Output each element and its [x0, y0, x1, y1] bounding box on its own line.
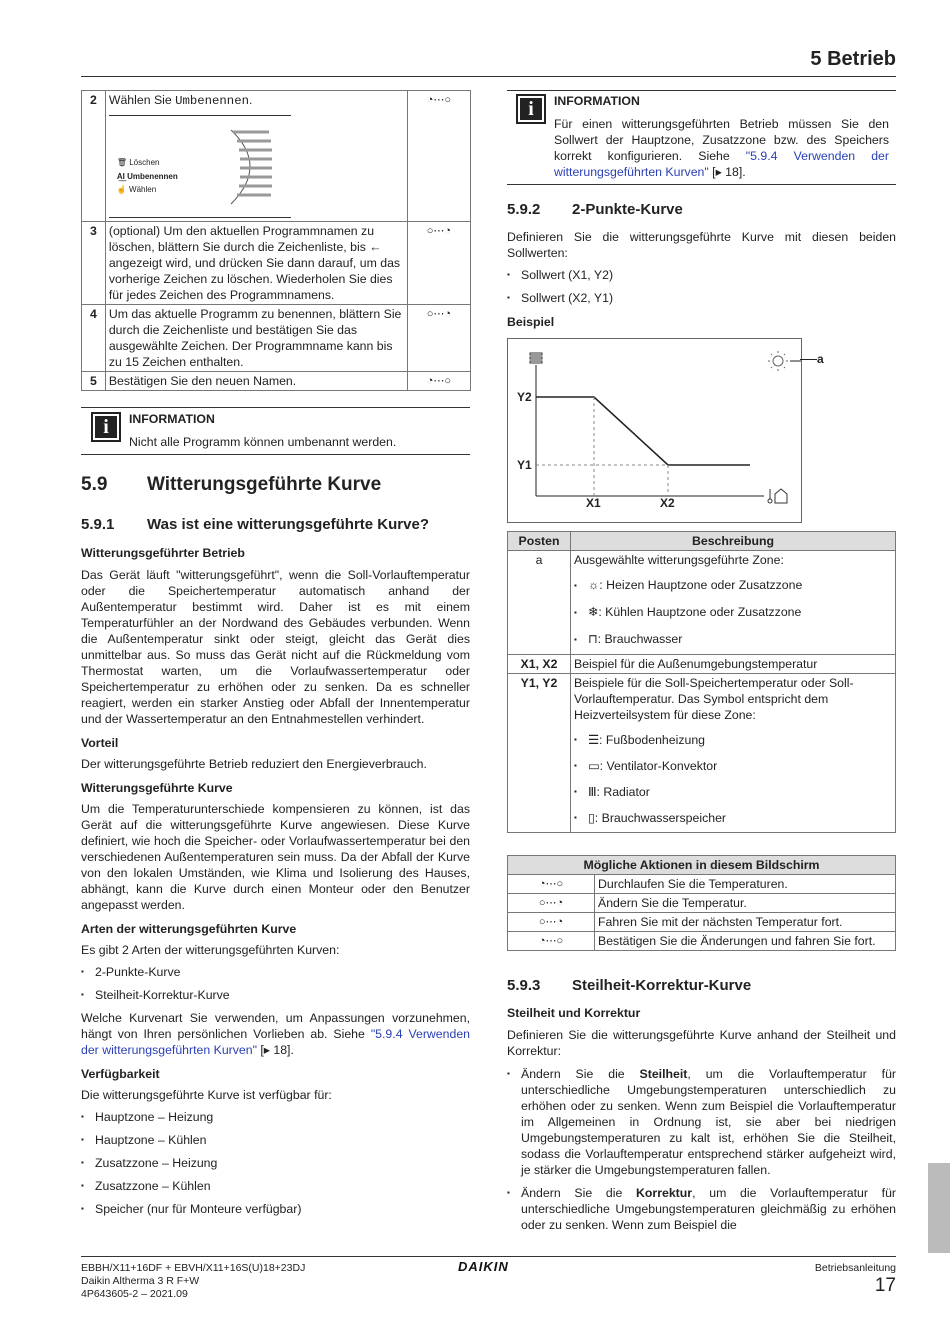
radiator-icon: Ⅲ — [588, 785, 597, 799]
list-item: ▪ Ändern Sie die Korrektur, um die Vorlauftemperatur für unterschiedliche Umgebungstemperaturen gleichmäßig zu erhöhen oder zu senken. Wenn zum Beispiel die — [507, 1185, 896, 1233]
brand-logo: DAIKIN — [458, 1259, 509, 1274]
table-row — [508, 913, 896, 932]
menu-screen — [109, 115, 291, 218]
knob-action-icon: ○⋯◔ — [508, 913, 595, 932]
section-title: Witterungsgeführte Kurve — [147, 474, 382, 495]
step-number: 4 — [82, 305, 106, 372]
curve-diagram — [507, 338, 802, 523]
list-item: ▪ 2-Punkte-Kurve — [81, 964, 470, 980]
list-item: ▪ Steilheit-Korrektur-Kurve — [81, 987, 470, 1003]
bullet-list — [81, 964, 470, 1003]
snowflake-icon: ❄ — [588, 605, 599, 619]
subsection-number: 5.9.2 — [507, 201, 541, 218]
heading: Verfügbarkeit — [81, 1067, 160, 1081]
action-text: Durchlaufen Sie die Temperaturen. — [595, 875, 896, 894]
tank-icon: ▯ — [588, 811, 595, 825]
knob-action-icon: ◔⋯○ — [508, 932, 595, 951]
list-item: ▪ Ⅲ: Radiator — [574, 779, 892, 805]
list-item: ▪ Zusatzzone – Heizung — [81, 1155, 470, 1171]
knob-action-icon: ○⋯◔ — [508, 894, 595, 913]
press-knob-icon: ◔⋯○ — [407, 91, 470, 222]
heading: Witterungsgeführte Kurve — [81, 781, 233, 795]
y2-label: Y2 — [517, 390, 532, 404]
footer-doc-number: 4P643605-2 – 2021.09 — [81, 1288, 188, 1300]
subsection-title: Steilheit-Korrektur-Kurve — [572, 977, 752, 994]
paragraph: Das Gerät läuft "witterungsgeführt", wenn die Soll-Vorlauftemperatur oder die Speichertemperatur automatisch anhand der Außentemperatur bestimmt wird. Daher ist es mit einem Temperaturfühler an der Nordwand des Gebäudes verbunden. Wenn die Außentemperatur sinkt oder steigt, gleicht das Gerät dies unmittelbar aus. So muss das Gerät nicht auf die Rückmeldung vom Thermostat warten, um die Vorlaufwassertemperatur oder Speichertemperatur zu erhöhen oder zu senken. Da es schneller reagiert, werden ein starker Anstieg oder Abfall der Innentemperatur und der Wassertemperatur an den Entnahmestellen verhindert. — [81, 568, 470, 726]
heading: Witterungsgeführter Betrieb — [81, 546, 245, 560]
row-description: Ausgewählte witterungsgeführte Zone: ▪ ☼: Heizen Hauptzone oder Zusatzzone ▪ ❄: Kühlen Hauptzone oder Zusatzzone ▪ ⊓: Brauchwasser — [571, 551, 896, 655]
list-item: ▪ ☼: Heizen Hauptzone oder Zusatzzone — [574, 572, 892, 599]
cross-reference-link[interactable]: "5.9.4 Verwenden der witterungsgeführten Kurven" — [81, 1027, 471, 1057]
actions-table — [507, 855, 896, 951]
subsection-title: 2-Punkte-Kurve — [572, 201, 683, 218]
footer-left — [81, 1262, 305, 1301]
list-item: ▪ Ändern Sie die Steilheit, um die Vorlauftemperatur für unterschiedliche Umgebungstemperaturen unterschiedlich zu erhöhen oder zu senken. Wenn zum Beispiel die Vorlauftemperatur im Allgemeinen in Ordnung ist, sie aber bei niedrigen Umgebungstemperaturen zu kalt ist, erhöhen Sie die Steilheit, sodass die Vorlauftemperatur entsprechend stärker aufgeheizt wird, je stärker die Umgebungstemperaturen fallen. — [507, 1066, 896, 1178]
sun-icon: ☼ — [588, 578, 600, 592]
row-key: Y1, Y2 — [508, 674, 571, 833]
table-row — [508, 655, 896, 674]
table-row — [82, 91, 471, 222]
footer-product: Daikin Altherma 3 R F+W — [81, 1275, 200, 1287]
action-text: Bestätigen Sie die Änderungen und fahren Sie fort. — [595, 932, 896, 951]
floor-heating-icon: ☰ — [588, 733, 600, 747]
x2-label: X2 — [660, 496, 675, 510]
list-item: ▪ Hauptzone – Heizung — [81, 1109, 470, 1125]
s593-body — [507, 1006, 896, 1233]
menu-item-rename[interactable]: A͟I Umbenennen — [116, 171, 178, 181]
info-rule-bottom — [507, 184, 896, 185]
step-number: 5 — [82, 372, 106, 391]
turn-knob-icon: ○⋯◔ — [407, 305, 470, 372]
curve-svg — [508, 339, 801, 522]
paragraph: Definieren Sie die witterungsgeführte Kurve anhand der Steilheit und Korrektur: — [507, 1028, 896, 1058]
table-header: Mögliche Aktionen in diesem Bildschirm — [508, 856, 896, 875]
cross-reference-link[interactable]: "5.9.4 Verwenden der witterungsgeführten Kurven" — [554, 149, 889, 179]
turn-knob-icon: ○⋯◔ — [407, 222, 470, 305]
list-item: ▪ Hauptzone – Kühlen — [81, 1132, 470, 1148]
step-text: Wählen Sie Umbenennen. 🗑 Löschen A͟I Umbenennen ☝ Wählen — [105, 91, 407, 222]
list-item: ▪ Sollwert (X2, Y1) — [507, 290, 896, 306]
callout-a-label: a — [817, 352, 824, 366]
s592-body — [507, 229, 896, 329]
row-key: a — [508, 551, 571, 655]
bullet-list — [507, 1066, 896, 1233]
bullet-list — [81, 1109, 470, 1217]
table-row — [508, 551, 896, 655]
heading: Beispiel — [507, 315, 555, 329]
row-description: Beispiel für die Außenumgebungstemperatur — [571, 655, 896, 674]
step-number: 3 — [82, 222, 106, 305]
list-item: ▪ ❄: Kühlen Hauptzone oder Zusatzzone — [574, 599, 892, 626]
outdoor-temperature-icon — [768, 489, 787, 503]
list-item: ▪ ▭: Ventilator-Konvektor — [574, 753, 892, 779]
menu-item-delete[interactable]: 🗑 Löschen — [116, 158, 160, 167]
info-text: Für einen witterungsgeführten Betrieb müssen Sie den Sollwert der Hauptzone, Zusatzzone bzw. des Speichers korrekt konfigurieren. Siehe "5.9.4 Verwenden der witterungsgeführten Kurven" [▸ 18]. — [554, 117, 889, 179]
paragraph: Welche Kurvenart Sie verwenden, um Anpassungen vorzunehmen, hängt von Ihren persönlichen Vorlieben ab. Siehe "5.9.4 Verwenden der witterungsgeführten Kurven" [▸ 18]. — [81, 1011, 471, 1057]
footer-rule — [81, 1256, 896, 1257]
section-number: 5.9 — [81, 474, 108, 495]
paragraph: Um die Temperaturunterschiede kompensieren zu können, ist das Gerät auf die witterungsgeführte Kurve angewiesen. Diese Kurve definiert, wie hoch die Speicher- oder Vorlaufwassertemperatur bei den verschiedenen Außentemperaturen sein muss. Da der Abfall der Kurve von den lokalen Umständen, wie Klima und Isolierung des Hauses, abhängt, kann die Kurve durch einen Monteur oder den Benutzer angepasst werden. — [81, 802, 470, 912]
table-header-row — [508, 532, 896, 551]
subsection-title: Was ist eine witterungsgeführte Kurve? — [147, 516, 429, 533]
step-number: 2 — [82, 91, 106, 222]
subsection-number: 5.9.3 — [507, 977, 541, 994]
chapter-title: 5 Betrieb — [810, 48, 896, 70]
table-row — [82, 372, 471, 391]
column-header: Posten — [508, 532, 571, 551]
table-header-row — [508, 856, 896, 875]
legend-table — [507, 531, 896, 833]
trash-icon: 🗑 — [116, 158, 127, 167]
list-item: ▪ Sollwert (X1, Y2) — [507, 267, 896, 283]
info-title: INFORMATION — [554, 94, 640, 108]
table-row — [508, 674, 896, 833]
heading: Steilheit und Korrektur — [507, 1006, 641, 1020]
info-title: INFORMATION — [129, 412, 215, 426]
y1-label: Y1 — [517, 458, 532, 472]
list-item: ▪ Speicher (nur für Monteure verfügbar) — [81, 1201, 470, 1217]
left-body — [81, 546, 470, 1217]
row-key: X1, X2 — [508, 655, 571, 674]
menu-list — [117, 156, 178, 197]
info-text: Nicht alle Programm können umbenannt werden. — [129, 435, 397, 449]
footer-manual: Betriebsanleitung — [814, 1262, 896, 1274]
hand-icon: ☝ — [116, 185, 127, 194]
curve-line — [536, 397, 750, 465]
footer-model: EBBH/X11+16DF + EBVH/X11+16S(U)18+23DJ — [81, 1262, 306, 1274]
table-row — [82, 305, 471, 372]
info-icon: i — [91, 412, 121, 442]
step-text: (optional) Um den aktuellen Programmnamen zu löschen, blättern Sie durch die Zeichenliste, bis ← angezeigt wird, und drücken Sie dann darauf, um das vorherige Zeichen zu löschen. Wiederholen Sie dies für jedes Zeichen des Programmnamens. — [105, 222, 407, 305]
page-number: 17 — [874, 1275, 896, 1296]
table-row — [82, 222, 471, 305]
fan-convector-icon: ▭ — [588, 759, 600, 773]
info-rule-top — [81, 407, 470, 408]
header-rule — [81, 76, 896, 77]
action-text: Fahren Sie mit der nächsten Temperatur fort. — [595, 913, 896, 932]
paragraph: Der witterungsgeführte Betrieb reduziert den Energieverbrauch. — [81, 757, 427, 771]
column-header: Beschreibung — [571, 532, 896, 551]
info-rule-top — [507, 90, 896, 91]
text-edit-icon: A͟I — [116, 171, 125, 181]
press-knob-icon: ◔⋯○ — [407, 372, 470, 391]
tap-icon: ⊓ — [588, 632, 598, 646]
row-description: Beispiele für die Soll-Speichertemperatur oder Soll-Vorlauftemperatur. Das Symbol entspricht dem Heizverteilsystem für diese Zone: ▪ ☰: Fußbodenheizung ▪ ▭: Ventilator-Konvektor ▪ Ⅲ: Radiator ▪ ▯: Brauchwasserspeicher — [571, 674, 896, 833]
x1-label: X1 — [586, 496, 601, 510]
table-row — [508, 932, 896, 951]
paragraph: Es gibt 2 Arten der witterungsgeführten Kurven: — [81, 943, 340, 957]
floor-heating-icon — [530, 353, 542, 363]
info-icon: i — [516, 94, 546, 124]
heading: Arten der witterungsgeführten Kurve — [81, 922, 297, 936]
steps-table — [81, 90, 471, 391]
list-item: ▪ ☰: Fußbodenheizung — [574, 727, 892, 753]
paragraph: Definieren Sie die witterungsgeführte Kurve mit diesen beiden Sollwerten: — [507, 230, 896, 260]
list-item: ▪ ⊓: Brauchwasser — [574, 626, 892, 653]
paragraph: Die witterungsgeführte Kurve ist verfügbar für: — [81, 1088, 332, 1102]
heading: Vorteil — [81, 736, 119, 750]
callout-line — [800, 359, 817, 360]
table-row — [508, 894, 896, 913]
sun-icon — [768, 351, 788, 371]
step-text: Um das aktuelle Programm zu benennen, blättern Sie durch die Zeichenliste und bestätigen Sie das ausgewählte Zeichen. Der Programmname kann bis zu 15 Zeichen enthalten. — [105, 305, 407, 372]
list-item: ▪ Zusatzzone – Kühlen — [81, 1178, 470, 1194]
info-rule-bottom — [81, 454, 470, 455]
list-item: ▪ ▯: Brauchwasserspeicher — [574, 805, 892, 831]
step-text: Bestätigen Sie den neuen Namen. — [105, 372, 407, 391]
knob-action-icon: ◔⋯○ — [508, 875, 595, 894]
bullet-list — [507, 267, 896, 306]
menu-item-select[interactable]: ☝ Wählen — [116, 185, 157, 194]
chapter-tab — [928, 1163, 950, 1253]
action-text: Ändern Sie die Temperatur. — [595, 894, 896, 913]
table-row — [508, 875, 896, 894]
subsection-number: 5.9.1 — [81, 516, 115, 533]
